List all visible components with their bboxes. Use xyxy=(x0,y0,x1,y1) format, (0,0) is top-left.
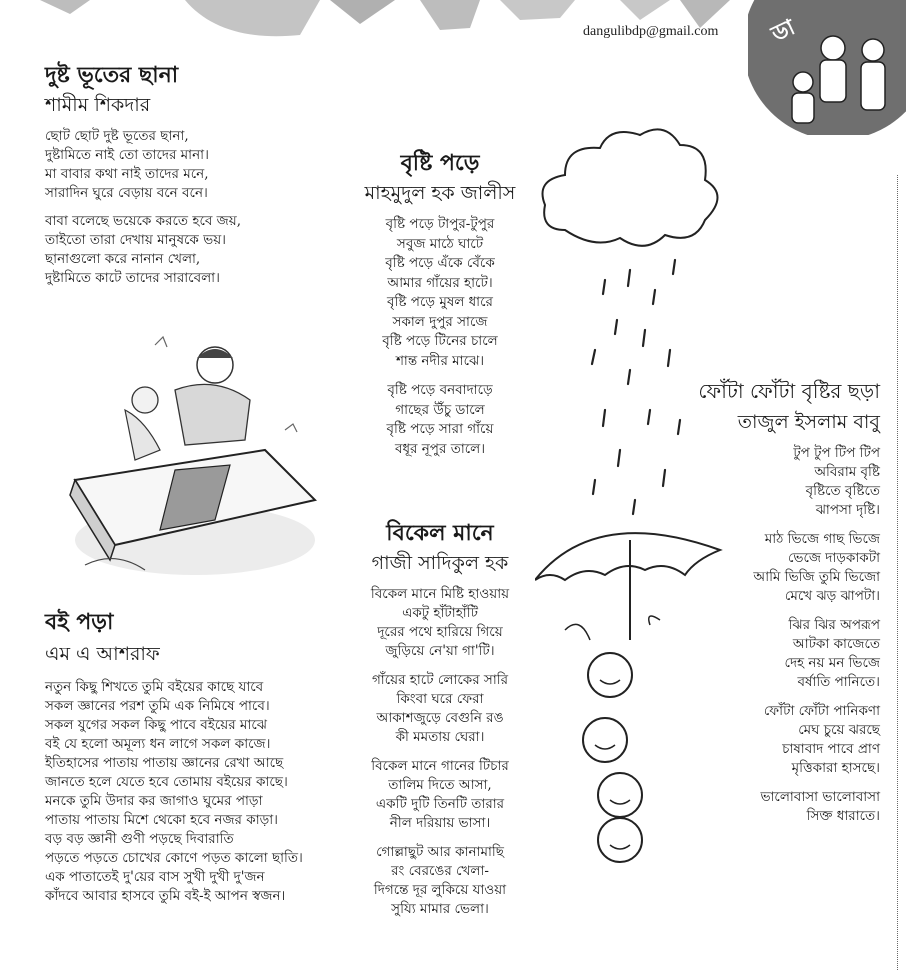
poem-stanza xyxy=(345,585,535,661)
poem-line: আমি ভিজি তুমি ভিজো xyxy=(753,569,880,585)
poem-line: চাষাবাদ পাবে প্রাণ xyxy=(782,741,880,757)
poem-line: ঝির ঝির অপরূপ xyxy=(788,617,880,633)
poem-line: গাছের উঁচু ডালে xyxy=(395,401,485,418)
poem-line: মাঠ ভিজে গাছ ভিজে xyxy=(764,531,880,547)
contact-email: dangulibdp@gmail.com xyxy=(583,24,719,39)
poem-line: বাবা বলেছে ভয়েকে করতে হবে জয়, xyxy=(45,213,241,229)
poem-stanza xyxy=(345,757,535,833)
poem-line: ভেজে দাড়কাকটা xyxy=(787,550,880,566)
poem-line: বৃষ্টি পড়ে সারা গাঁয়ে xyxy=(386,421,494,437)
poem-line: মৃত্তিকারা হাসছে। xyxy=(791,760,880,776)
poem-line: সবুজ মাঠে ঘাটে xyxy=(396,235,484,252)
poem-title: বিকেল মানে xyxy=(386,520,494,546)
poem-line: বৃষ্টি পড়ে মুষল ধারে xyxy=(387,294,493,310)
poem-line: বৃষ্টিতে বৃষ্টিতে xyxy=(805,483,880,499)
poem-stanza xyxy=(345,843,535,919)
poem-line: সকল জ্ঞানের পরশ তুমি এক নিমিষে পাবে। xyxy=(45,698,270,714)
poem-stanza xyxy=(680,616,880,692)
poem-boi-pora xyxy=(45,609,303,906)
poem-title: ফোঁটা ফোঁটা বৃষ্টির ছড়া xyxy=(698,379,880,403)
poem-line: বই যে হলো অমূল্য ধন লাগে সকল কাজে। xyxy=(45,736,271,752)
poem-line: মেঘ চুয়ে ঝরছে xyxy=(798,722,880,738)
poem-line: টুপ টুপ টিপ টিপ xyxy=(793,445,880,461)
poem-line: দুষ্টামিতে নাই তো তাদের মানা। xyxy=(45,147,209,163)
poem-line: বিকেল মানে মিষ্টি হাওয়ায় xyxy=(370,586,510,602)
header-logo xyxy=(748,0,906,135)
poem-line: গাঁয়ের হাটে লোকের সারি xyxy=(371,672,509,688)
poem-line: ভালোবাসা ভালোবাসা xyxy=(760,789,880,805)
flying-book-illustration xyxy=(55,330,330,590)
poem-line: দেহ নয় মন ভিজে xyxy=(784,655,880,671)
poem-title: দুষ্ট ভূতের ছানা xyxy=(45,62,179,88)
poem-line: পাতায় পাতায় মিশে থেকো হবে নজর কাড়া। xyxy=(45,812,279,828)
poem-line: অবিরাম বৃষ্টি xyxy=(814,464,880,480)
poem-line: বৃষ্টি পড়ে বনবাদাড়ে xyxy=(387,382,493,398)
poem-bikel-mane xyxy=(345,520,535,919)
poem-line: কাঁদবে আবার হাসবে তুমি বই-ই আপন স্বজন। xyxy=(45,888,286,904)
poem-line: বিকেল মানে গানের টিচার xyxy=(371,758,509,774)
poem-fota-fota-brishtir-chhora xyxy=(680,378,880,826)
poem-line: জুড়িয়ে নে'য়া গা'টি। xyxy=(385,643,495,659)
poem-line: পড়তে পড়তে চোখের কোণে পড়ত কালো ছাতি। xyxy=(45,850,303,866)
poem-line: কী মমতায় ঘেরা। xyxy=(395,729,485,745)
poem-line: একটি দুটি তিনটি তারার xyxy=(375,796,505,812)
poem-line: ঝাপসা দৃষ্টি। xyxy=(815,502,880,518)
poem-author: মাহমুদুল হক জালীস xyxy=(364,182,516,204)
poem-line: ছানাগুলো করে নানান খেলা, xyxy=(45,251,201,267)
poem-line: আকাশজুড়ে বেগুনি রঙ xyxy=(376,710,504,726)
poem-line: সুয্যি মামার ভেলা। xyxy=(391,901,489,917)
poem-line: জানতে হলে যেতে হবে তোমায় বইয়ের কাছে। xyxy=(45,774,288,790)
poem-line: এক পাতাতেই দু'য়ের বাস সুখী দুখী দু'জন xyxy=(45,869,265,885)
poem-line: দিগন্তে দূর লুকিয়ে যাওয়া xyxy=(373,882,507,898)
poem-line: সকল যুগের সকল কিছু পাবে বইয়ের মাঝে xyxy=(45,717,267,733)
poem-line: বড় বড় জ্ঞানী গুণী পড়ছে দিবারাতি xyxy=(45,831,234,847)
poem-line: আমার গাঁয়ের হাটে। xyxy=(387,274,493,291)
poem-stanza xyxy=(45,678,303,906)
poem-line: কিংবা ঘরে ফেরা xyxy=(396,691,484,707)
poem-stanza xyxy=(680,702,880,778)
poem-line: সকাল দুপুর সাজে xyxy=(392,313,488,330)
poem-line: মেখে ঝড় ঝাপটা। xyxy=(784,588,880,604)
poem-line: ফোঁটা ফোঁটা পানিকণা xyxy=(763,703,880,719)
column-divider xyxy=(897,175,898,970)
poem-stanza xyxy=(45,127,241,203)
svg-text:ডা: ডা xyxy=(767,14,799,48)
poem-stanza xyxy=(680,788,880,826)
poem-stanza xyxy=(345,215,535,371)
poem-line: দূরের পথে হারিয়ে গিয়ে xyxy=(377,624,503,640)
poem-line: বৃষ্টি পড়ে টিনের চালে xyxy=(382,333,498,349)
poem-line: নতুন কিছু শিখতে তুমি বইয়ের কাছে যাবে xyxy=(45,679,264,695)
poem-line: মনকে তুমি উদার কর জাগাও ঘুমের পাড়া xyxy=(45,793,263,809)
poem-line: তালিম দিতে আসা, xyxy=(388,777,492,793)
poem-line: ইতিহাসের পাতায় পাতায় জ্ঞানের রেখা আছে xyxy=(45,755,284,771)
poem-line: বধূর নূপুর তালে। xyxy=(394,440,486,457)
poem-line: বৃষ্টি পড়ে এঁকে বেঁকে xyxy=(385,255,495,271)
poem-line: ছোট ছোট দুষ্ট ভূতের ছানা, xyxy=(45,128,189,144)
poem-author: এম এ আশরাফ xyxy=(45,643,160,665)
poem-stanza xyxy=(345,381,535,459)
poem-title: বৃষ্টি পড়ে xyxy=(400,150,480,176)
poem-stanza xyxy=(345,671,535,747)
poem-line: তাইতো তারা দেখায় মানুষকে ভয়। xyxy=(45,232,227,248)
poem-line: একটু হাঁটাহাঁটি xyxy=(402,605,478,621)
poem-line: সিক্ত ধারাতে। xyxy=(806,808,880,824)
poem-author: গাজী সাদিকুল হক xyxy=(371,552,509,574)
poem-line: সারাদিন ঘুরে বেড়ায় বনে বনে। xyxy=(45,185,208,201)
poem-line: বৃষ্টি পড়ে টাপুর-টুপুর xyxy=(385,216,495,232)
poem-stanza xyxy=(45,212,241,288)
poem-title: বই পড়া xyxy=(45,609,114,635)
poem-line: মা বাবার কথা নাই তাদের মনে, xyxy=(45,166,209,182)
poem-brishti-pore xyxy=(345,150,535,459)
poem-line: বর্ষাতি পানিতে। xyxy=(797,674,880,690)
poem-line: গোল্লাছুট আর কানামাছি xyxy=(376,844,504,860)
poem-line: রং বেরঙের খেলা- xyxy=(391,863,489,879)
poem-line: শান্ত নদীর মাঝে। xyxy=(395,352,485,369)
poem-dushto-bhuter-chhana xyxy=(45,62,241,288)
poem-stanza xyxy=(680,444,880,520)
poem-line: দুষ্টামিতে কাটে তাদের সারাবেলা। xyxy=(45,270,220,286)
poem-line: নীল দরিয়ায় ভাসা। xyxy=(389,815,491,831)
poem-author: শামীম শিকদার xyxy=(45,94,151,116)
poem-stanza xyxy=(680,530,880,606)
poem-author: তাজুল ইসলাম বাবু xyxy=(737,411,880,433)
poem-line: আটকা কাজেতে xyxy=(792,636,880,652)
